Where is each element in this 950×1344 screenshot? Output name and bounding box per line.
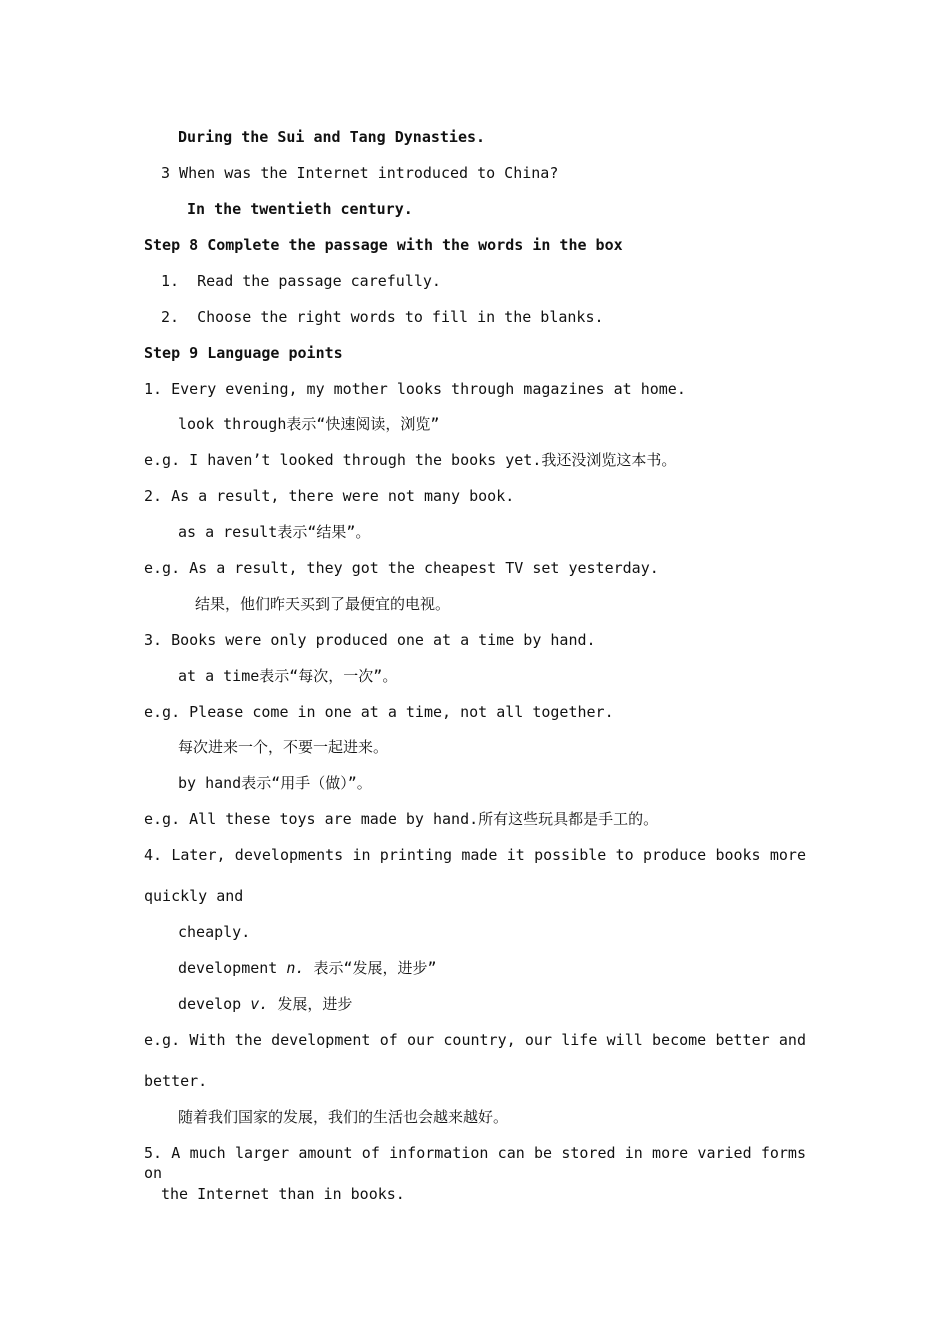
step-heading: Step 9 Language points <box>144 344 343 362</box>
language-point-continued: the Internet than in books. <box>161 1185 405 1203</box>
explanation-line: at a time表示“每次，一次”。 <box>178 667 398 685</box>
translation-line: 每次进来一个，不要一起进来。 <box>178 738 389 756</box>
language-point-continued: cheaply. <box>178 923 251 941</box>
answer-line: In the twentieth century. <box>187 200 413 218</box>
language-point: 1. Every evening, my mother looks through magazines at home. <box>144 380 686 398</box>
answer-line: During the Sui and Tang Dynasties. <box>178 128 486 146</box>
word-meaning: 发展，进步 <box>268 995 353 1013</box>
word-term: development <box>178 959 287 977</box>
question-line: 3 When was the Internet introduced to China? <box>161 164 559 182</box>
explanation-line: by hand表示“用手（做）”。 <box>178 774 372 792</box>
word-meaning: 表示“发展，进步” <box>304 959 437 977</box>
word-term: develop <box>178 995 251 1013</box>
example-line: e.g. I haven’t looked through the books yet.我还没浏览这本书。 <box>144 451 677 469</box>
example-line: e.g. With the development of our country, our life will become better and <box>144 1031 806 1049</box>
language-point-continued: quickly and <box>144 887 244 905</box>
example-line: e.g. As a result, they got the cheapest TV set yesterday. <box>144 559 659 577</box>
example-line-continued: better. <box>144 1072 208 1090</box>
list-item: 2. Choose the right words to fill in the blanks. <box>161 308 604 326</box>
explanation-line <box>178 994 352 1014</box>
part-of-speech: n. <box>286 959 305 977</box>
list-item: 1. Read the passage carefully. <box>161 272 441 290</box>
explanation-line <box>178 958 437 978</box>
translation-line: 结果，他们昨天买到了最便宜的电视。 <box>195 595 451 613</box>
language-point: 4. Later, developments in printing made it possible to produce books more <box>144 846 806 864</box>
example-line: e.g. All these toys are made by hand.所有这些玩具都是手工的。 <box>144 810 659 828</box>
translation-line: 随着我们国家的发展，我们的生活也会越来越好。 <box>178 1108 509 1126</box>
explanation-line: as a result表示“结果”。 <box>178 523 371 541</box>
language-point: 3. Books were only produced one at a time by hand. <box>144 631 596 649</box>
part-of-speech: v. <box>250 995 269 1013</box>
language-point: 5. A much larger amount of information can be stored in more varied forms on <box>144 1144 806 1182</box>
language-point: 2. As a result, there were not many book. <box>144 487 515 505</box>
step-heading: Step 8 Complete the passage with the words in the box <box>144 236 623 254</box>
example-line: e.g. Please come in one at a time, not all together. <box>144 703 614 721</box>
explanation-line: look through表示“快速阅读，浏览” <box>178 415 440 433</box>
